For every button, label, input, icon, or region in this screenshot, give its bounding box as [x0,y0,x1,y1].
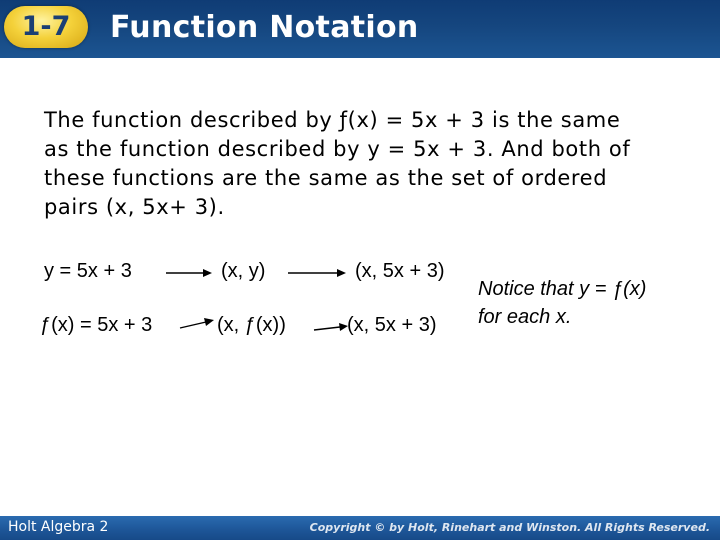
lesson-number: 1-7 [21,11,71,42]
equation-y: y = 5x + 3 [44,260,132,282]
copyright-notice: Copyright © by Holt, Rinehart and Winston. All Rights Reserved. [309,521,710,534]
paragraph-line: The function described by ƒ(x) = 5x + 3 is the same [44,108,621,132]
notice-line-2: for each x. [478,306,572,328]
pair-x-y: (x, y) [221,260,266,282]
result-pair-1: (x, 5x + 3) [355,260,445,282]
book-title: Holt Algebra 2 [8,519,109,535]
pair-x-fx: (x, ƒ(x)) [217,314,286,336]
slide-title: Function Notation [110,10,419,45]
paragraph-line: as the function described by y = 5x + 3. And both of [44,137,631,161]
equation-fx: ƒ(x) = 5x + 3 [40,314,153,336]
arrow-right-icon [180,322,206,328]
footer-bar [0,516,720,540]
paragraph-line: pairs (x, 5x+ 3). [44,195,225,219]
paragraph-line: these functions are the same as the set of ordered [44,166,608,190]
notice-line-1: Notice that y = ƒ(x) [478,278,647,300]
result-pair-2: (x, 5x + 3) [347,314,437,336]
arrow-right-icon [314,327,340,330]
